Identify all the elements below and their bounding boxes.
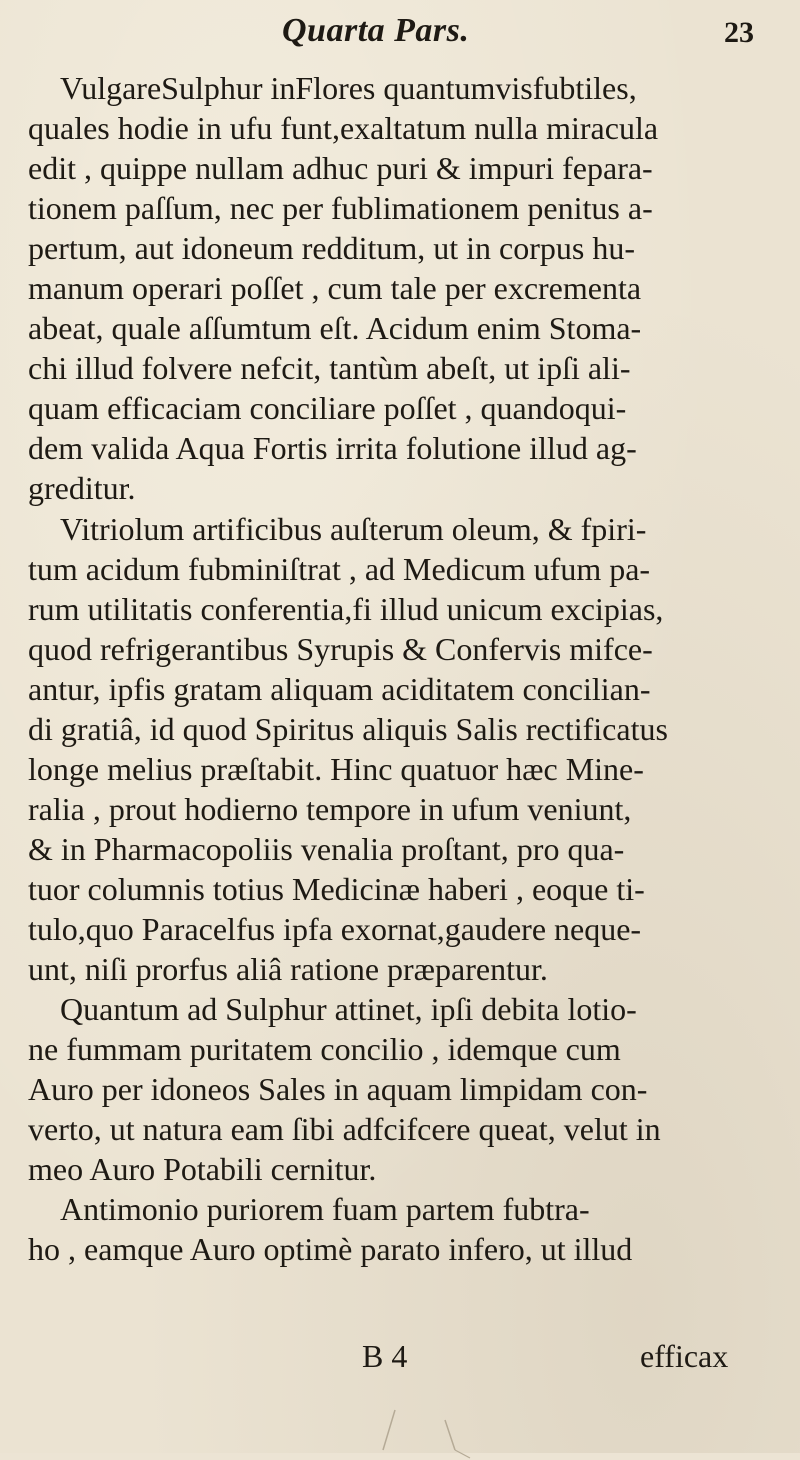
text-line: VulgareSulphur inFlores quantumvisfubtiles,: [60, 70, 637, 106]
text-line: di gratiâ, id quod Spiritus aliquis Salis rectificatus: [28, 710, 668, 747]
text-line: ho , eamque Auro optimè parato infero, ut illud: [28, 1231, 633, 1268]
text-line: Antimonio puriorem fuam partem fubtra-: [60, 1191, 590, 1228]
signature-mark: B 4: [362, 1338, 408, 1374]
text-line: Quantum ad Sulphur attinet, ipſi debita lotio-: [60, 991, 637, 1028]
text-line: unt, niſi prorfus aliâ ratione præparentur.: [28, 951, 548, 988]
text-line: dem valida Aqua Fortis irrita folutione illud ag-: [28, 430, 637, 467]
text-line: greditur.: [28, 470, 136, 507]
text-line: meo Auro Potabili cernitur.: [28, 1151, 377, 1188]
text-line: edit , quippe nullam adhuc puri & impuri fepara-: [28, 150, 653, 187]
text-line: Auro per idoneos Sales in aquam limpidam con-: [28, 1071, 648, 1108]
text-line: chi illud folvere nefcit, tantùm abeſt, ut ipſi ali-: [28, 350, 631, 387]
text-line: pertum, aut idoneum redditum, ut in corpus hu-: [28, 230, 635, 267]
page-header: [0, 12, 800, 62]
text-line: tuor columnis totius Medicinæ haberi , eoque ti-: [28, 870, 645, 907]
text-line: rum utilitatis conferentia,fi illud unicum excipias,: [28, 590, 664, 627]
body-text: [28, 68, 788, 1269]
text-line: tum acidum fubminiſtrat , ad Medicum ufum pa-: [28, 550, 651, 587]
text-line: ralia , prout hodierno tempore in ufum veniunt,: [28, 790, 632, 827]
text-line: ne fummam puritatem concilio , idemque cum: [28, 1031, 621, 1068]
text-line: tionem paſſum, nec per fublimationem penitus a-: [28, 190, 653, 227]
text-line: quam efficaciam conciliare poſſet , quandoqui-: [28, 390, 627, 427]
text-line: Vitriolum artificibus auſterum oleum, & fpiri-: [60, 510, 647, 547]
page-number: 23: [724, 16, 754, 49]
page-footer: [0, 1338, 800, 1378]
running-title: Quarta Pars.: [282, 12, 470, 49]
text-line: quod refrigerantibus Syrupis & Confervis mifce-: [28, 630, 653, 667]
text-line: & in Pharmacopoliis venalia proſtant, pro qua-: [28, 830, 625, 867]
text-line: longe melius præſtabit. Hinc quatuor hæc Mine-: [28, 750, 644, 787]
text-line: antur, ipfis gratam aliquam aciditatem concilian-: [28, 670, 651, 707]
text-line: verto, ut natura eam ſibi adfcifcere queat, velut in: [28, 1111, 661, 1148]
text-line: quales hodie in ufu funt,exaltatum nulla miracula: [28, 110, 659, 147]
text-line: abeat, quale aſſumtum eſt. Acidum enim Stoma-: [28, 310, 642, 347]
text-line: tulo,quo Paracelfus ipfa exornat,gaudere neque-: [28, 910, 642, 947]
text-line: manum operari poſſet , cum tale per excrementa: [28, 270, 642, 307]
catchword: efficax: [640, 1338, 729, 1374]
paper-stain-mark: [375, 1400, 535, 1460]
